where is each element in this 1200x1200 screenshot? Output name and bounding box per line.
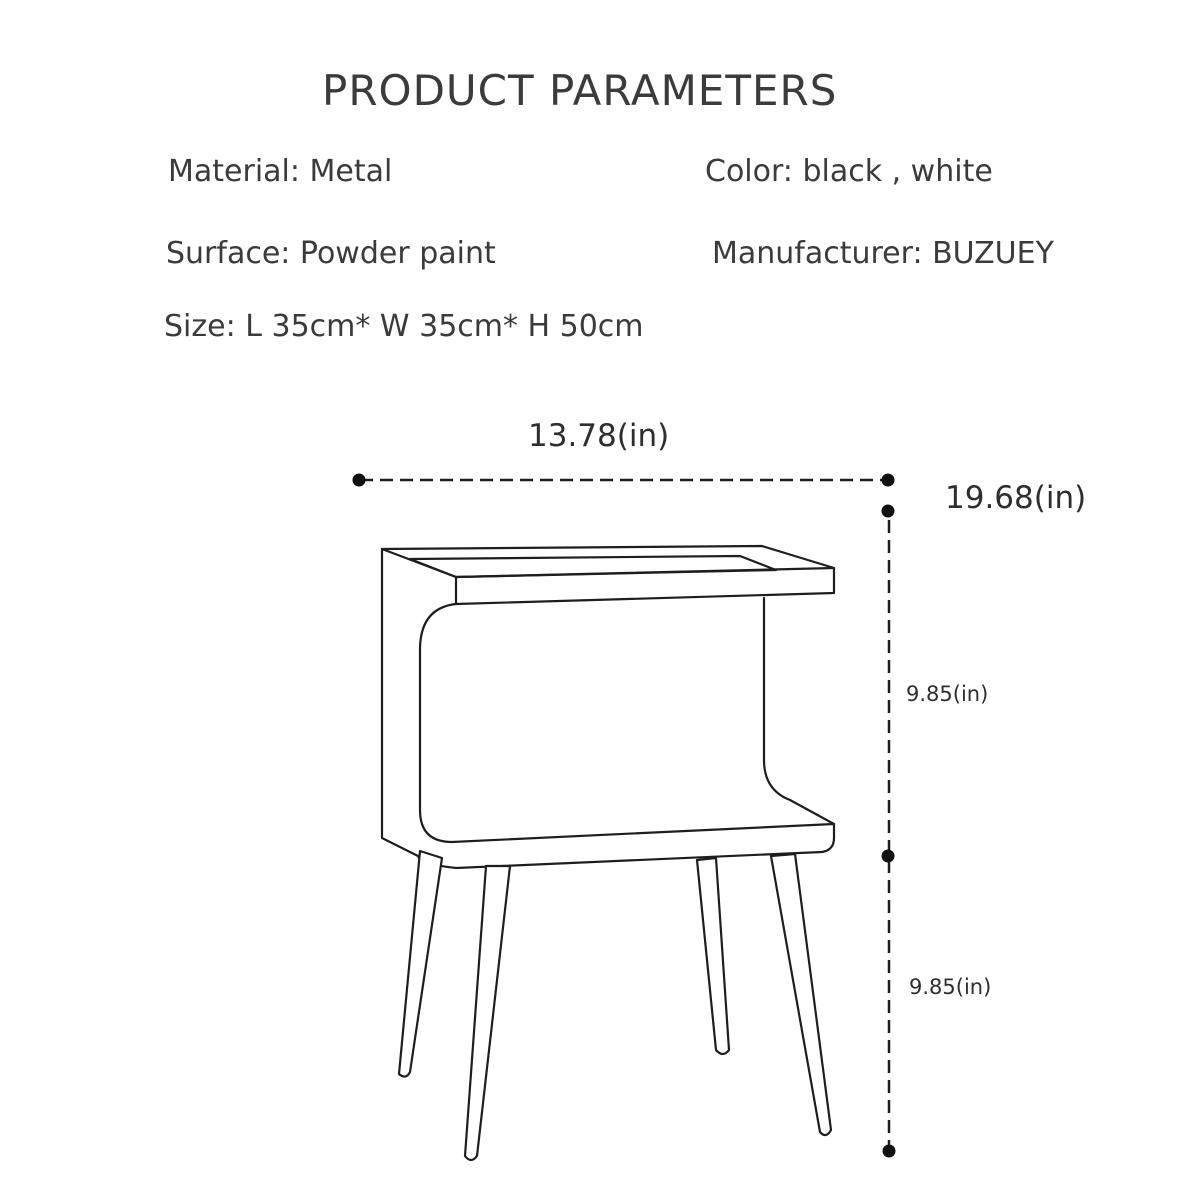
height-middle-dot <box>882 850 895 863</box>
spec-surface: Surface: Powder paint <box>166 236 496 271</box>
page-title: PRODUCT PARAMETERS <box>322 66 838 115</box>
upper-section-dimension-label: 9.85(in) <box>906 682 989 706</box>
height-dimension-label: 19.68(in) <box>945 480 1087 516</box>
table-body <box>382 546 834 868</box>
height-top-dot <box>882 505 895 518</box>
width-end-dot <box>882 474 895 487</box>
back-panel-edge <box>764 598 834 824</box>
spec-material: Material: Metal <box>168 154 393 189</box>
height-dimension-line <box>882 505 896 1158</box>
table-legs <box>399 851 831 1160</box>
width-start-dot <box>353 474 366 487</box>
spec-size: Size: L 35cm* W 35cm* H 50cm <box>164 309 644 344</box>
spec-color: Color: black , white <box>705 154 993 189</box>
width-dimension-line <box>353 474 895 487</box>
leg-front-right <box>771 854 831 1135</box>
leg-front-middle <box>465 866 510 1160</box>
leg-front-left <box>399 851 442 1077</box>
leg-back-right <box>697 858 729 1054</box>
lower-section-dimension-label: 9.85(in) <box>909 975 992 999</box>
top-tray-outline <box>382 546 834 868</box>
width-dimension-label: 13.78(in) <box>528 418 670 454</box>
height-bottom-dot <box>883 1145 896 1158</box>
spec-manufacturer: Manufacturer: BUZUEY <box>712 236 1054 271</box>
